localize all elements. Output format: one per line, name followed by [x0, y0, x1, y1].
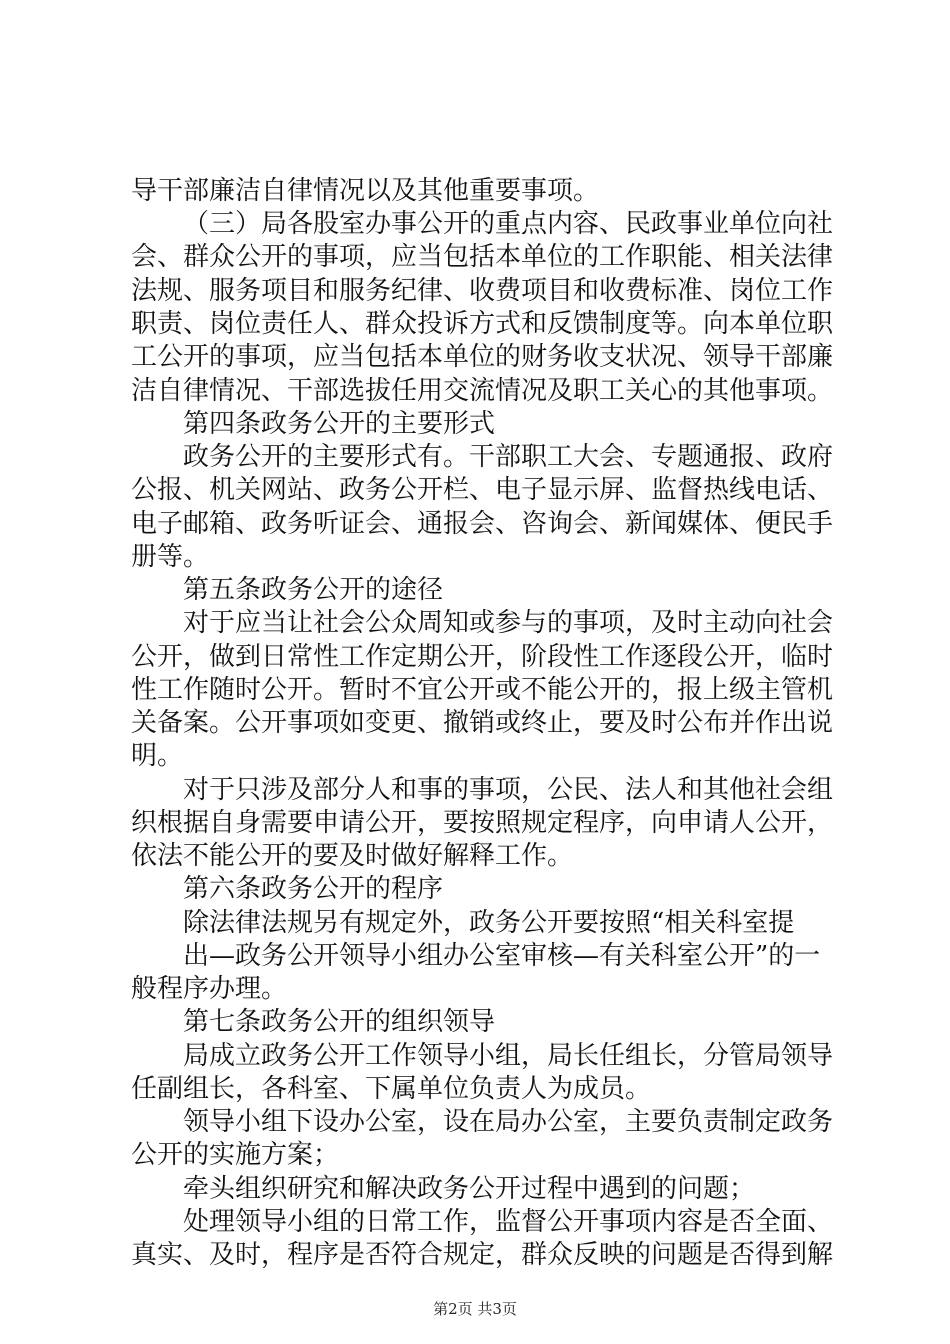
- body-line: 任副组长，各科室、下属单位负责人为成员。: [131, 1074, 652, 1104]
- body-line: 职责、岗位责任人、群众投诉方式和反馈制度等。向本单位职: [131, 309, 834, 339]
- body-line: 公开的实施方案；: [131, 1140, 340, 1170]
- body-line: 般程序办理。: [131, 974, 288, 1004]
- body-line: 会、群众公开的事项，应当包括本单位的工作职能、相关法律: [131, 242, 834, 272]
- section-heading: 第七条政务公开的组织领导: [183, 1007, 496, 1037]
- body-line: 处理领导小组的日常工作，监督公开事项内容是否全面、: [183, 1207, 834, 1237]
- body-line: 真实、及时，程序是否符合规定，群众反映的问题是否得到解: [131, 1240, 834, 1270]
- section-heading: 第六条政务公开的程序: [183, 874, 444, 904]
- body-line: （三）局各股室办事公开的重点内容、民政事业单位向社: [183, 209, 834, 239]
- body-line: 公报、机关网站、政务公开栏、电子显示屏、监督热线电话、: [131, 475, 834, 505]
- page-number: 第2页 共3页: [433, 1300, 517, 1318]
- body-line: 公开，做到日常性工作定期公开，阶段性工作逐段公开，临时: [131, 642, 834, 672]
- body-line: 对于应当让社会公众周知或参与的事项，及时主动向社会: [183, 608, 834, 638]
- body-line: 织根据自身需要申请公开，要按照规定程序，向申请人公开，: [131, 808, 834, 838]
- body-line: 领导小组下设办公室，设在局办公室，主要负责制定政务: [183, 1107, 834, 1137]
- body-line: 法规、服务项目和服务纪律、收费项目和收费标准、岗位工作: [131, 276, 834, 306]
- body-line: 关备案。公开事项如变更、撤销或终止，要及时公布并作出说: [131, 708, 834, 738]
- body-line: 除法律法规另有规定外，政务公开要按照“相关科室提: [183, 908, 795, 938]
- body-line: 局成立政务公开工作领导小组，局长任组长，分管局领导: [183, 1041, 834, 1071]
- section-heading: 第五条政务公开的途径: [183, 575, 444, 605]
- body-line: 对于只涉及部分人和事的事项，公民、法人和其他社会组: [183, 775, 834, 805]
- body-line: 洁自律情况、干部选拔任用交流情况及职工关心的其他事项。: [131, 376, 834, 406]
- body-line: 出—政务公开领导小组办公室审核—有关科室公开”的一: [183, 941, 821, 971]
- body-line: 工公开的事项，应当包括本单位的财务收支状况、领导干部廉: [131, 342, 834, 372]
- section-heading: 第四条政务公开的主要形式: [183, 409, 496, 439]
- body-line: 依法不能公开的要及时做好解释工作。: [131, 841, 574, 871]
- body-line: 牵头组织研究和解决政务公开过程中遇到的问题；: [183, 1174, 756, 1204]
- body-line: 册等。: [131, 542, 210, 572]
- body-line: 性工作随时公开。暂时不宜公开或不能公开的，报上级主管机: [131, 675, 834, 705]
- body-line: 导干部廉洁自律情况以及其他重要事项。: [131, 176, 600, 206]
- body-line: 电子邮箱、政务听证会、通报会、咨询会、新闻媒体、便民手: [131, 509, 834, 539]
- body-line: 明。: [131, 741, 184, 771]
- body-line: 政务公开的主要形式有。干部职工大会、专题通报、政府: [183, 442, 834, 472]
